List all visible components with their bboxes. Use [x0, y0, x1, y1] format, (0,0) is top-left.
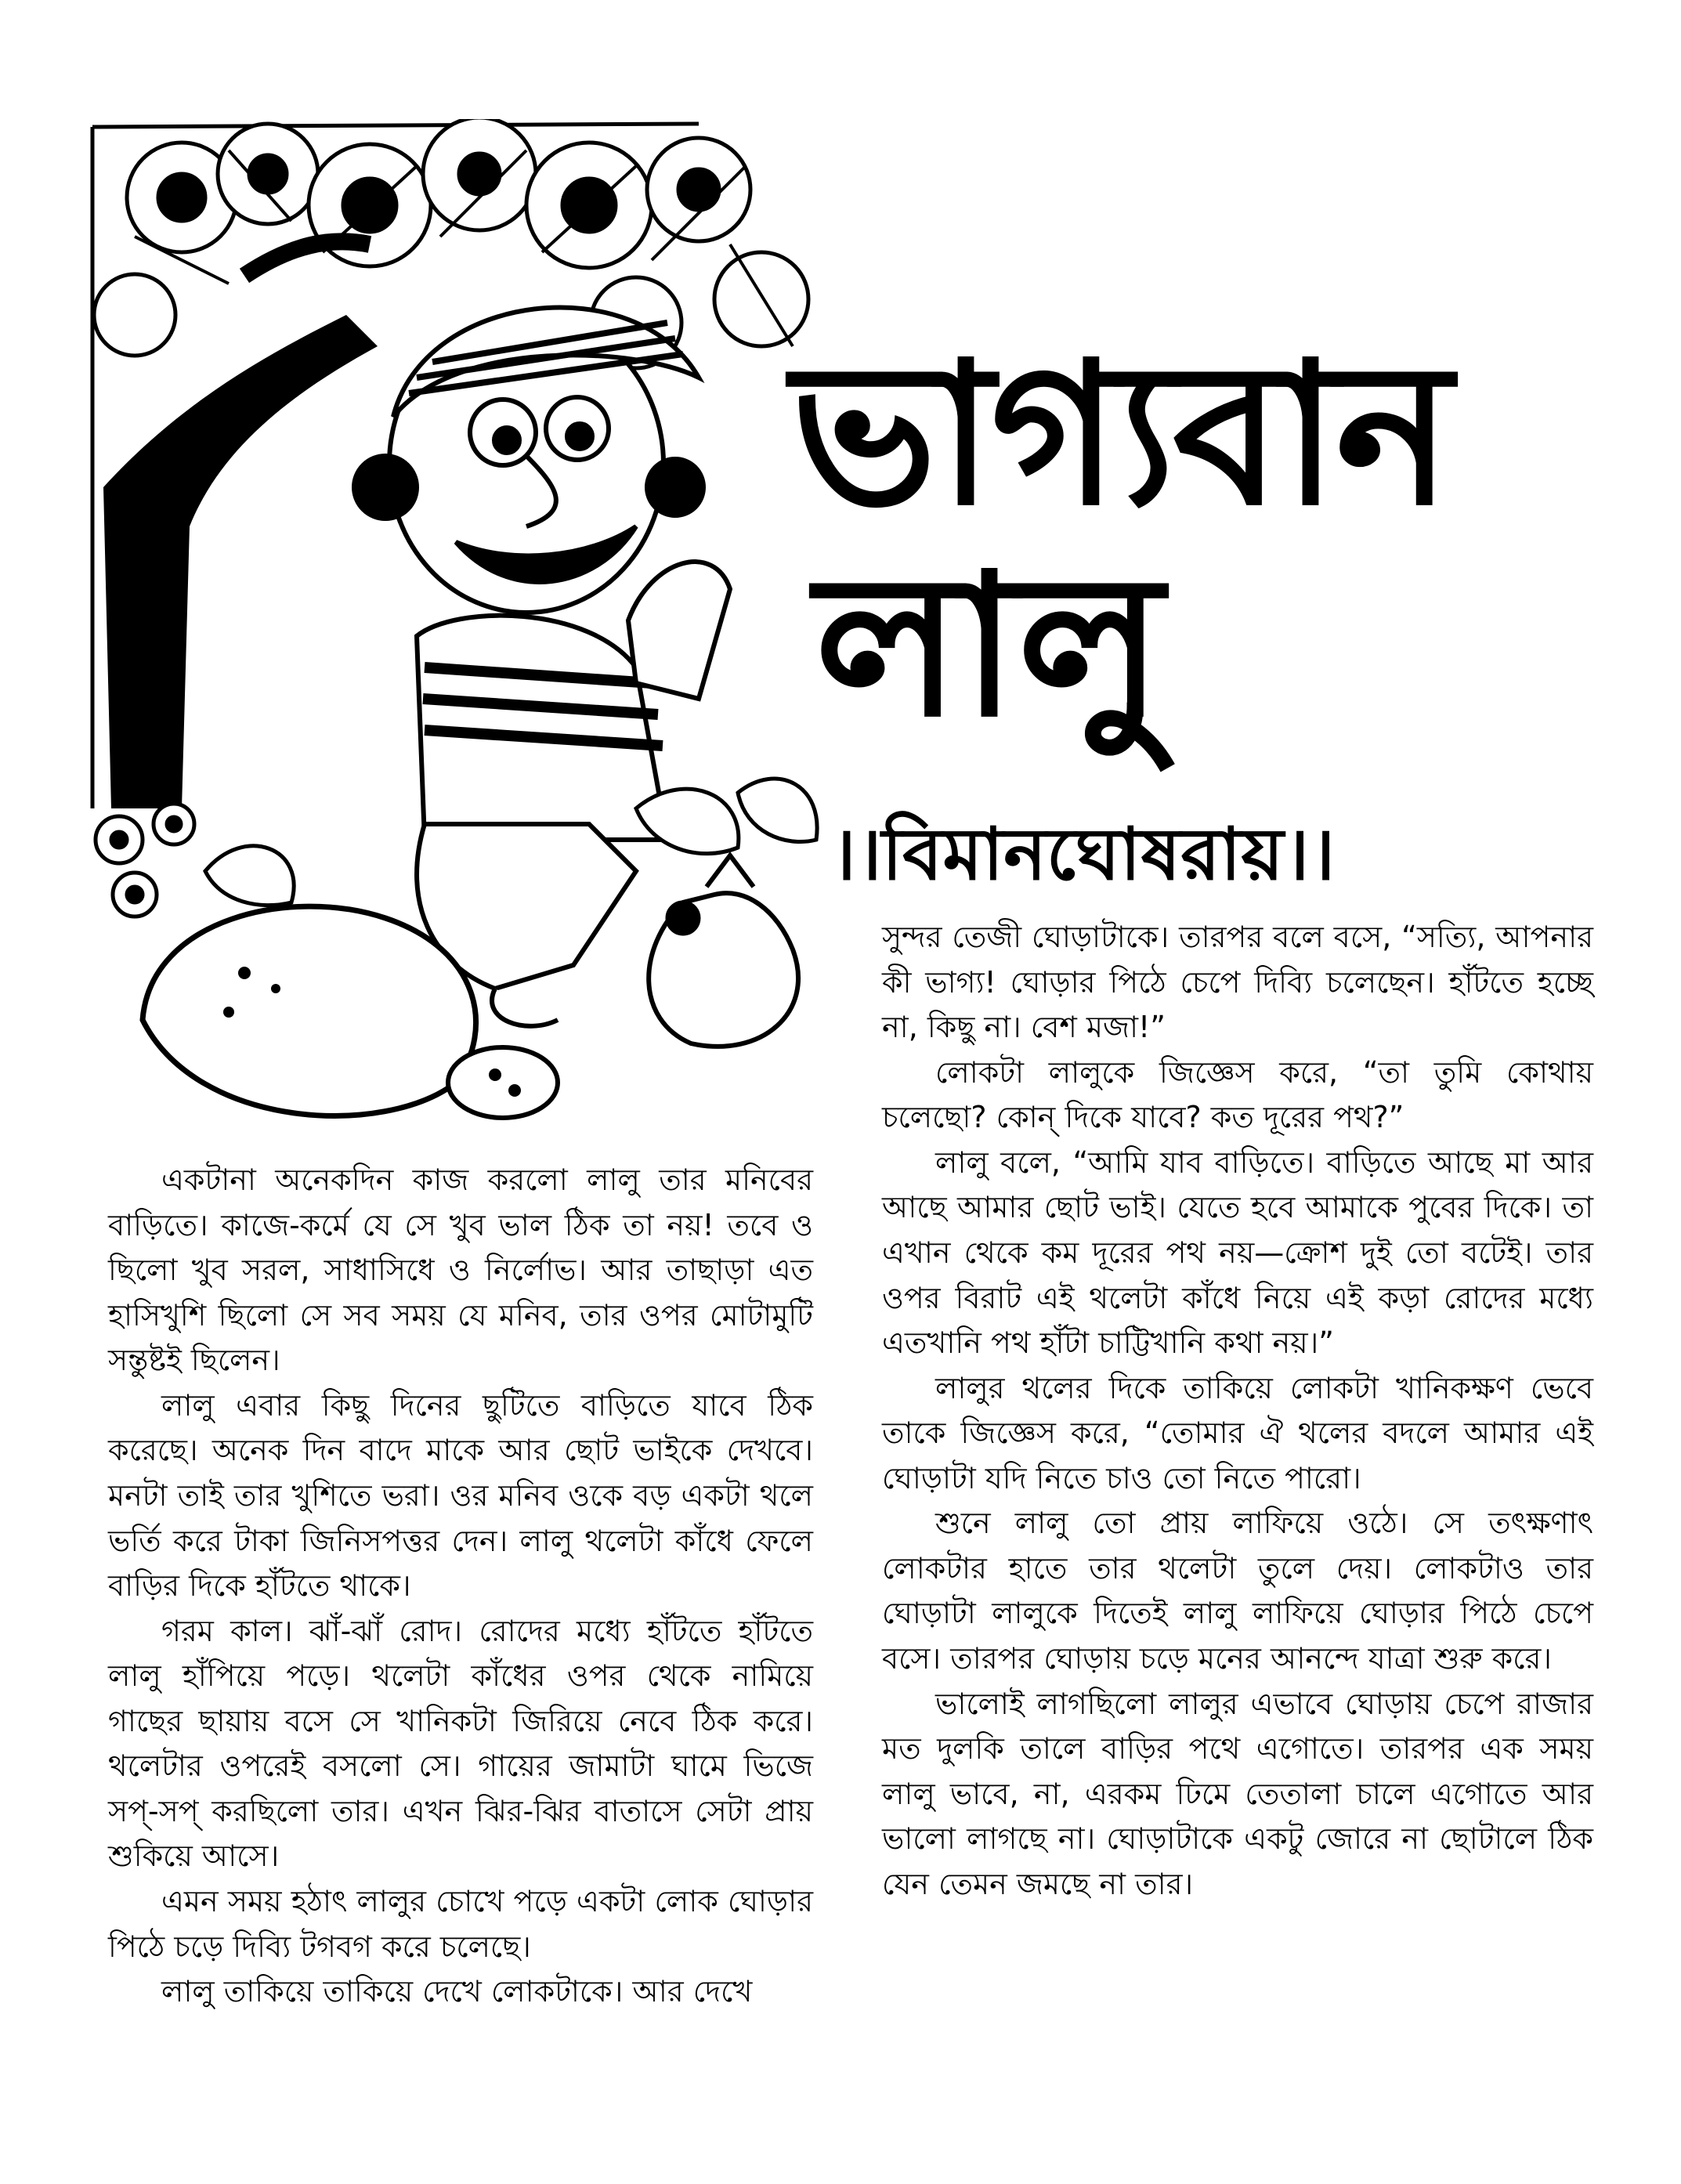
- boulder: [143, 906, 476, 1116]
- hair-curls: [354, 456, 417, 519]
- paragraph: সুন্দর তেজী ঘোড়াটাকে। তারপর বলে বসে, “সত্যি, আপনার কী ভাগ্য! ঘোড়ার পিঠে চেপে দিব্যি চলেছেন। হাঁটতে হচ্ছে না, কিছু না। বেশ মজা!”: [882, 920, 1593, 1045]
- paragraph: শুনে লালু তো প্রায় লাফিয়ে ওঠে। সে তৎক্ষণাৎ লোকটার হাতে তার থলেটা তুলে দেয়। লোকটাও তার ঘোড়াটা লালুকে দিতেই লালু লাফিয়ে ঘোড়ার পিঠে চেপে বসে। তারপর ঘোড়ায় চড়ে মনের আনন্দে যাত্রা শুরু করে।: [882, 1506, 1593, 1676]
- story-title-line1: ভাগ্যবান: [791, 320, 1449, 548]
- story-illustration: [88, 119, 840, 1169]
- paragraph: লালুর থলের দিকে তাকিয়ে লোকটা খানিকক্ষণ ভেবে তাকে জিজ্ঞেস করে, “তোমার ঐ থলের বদলে আমার এই ঘোড়াটা যদি নিতে চাও তো নিতে পারো।: [882, 1370, 1593, 1495]
- paragraph: লালু বলে, “আমি যাব বাড়িতে। বাড়িতে আছে মা আর আছে আমার ছোট ভাই। যেতে হবে আমাকে পুবের দিকে। তা এখান থেকে কম দূরের পথ নয়—ক্রোশ দুই তো বটেই। তার ওপর বিরাট এই থলেটা কাঁধে নিয়ে এই কড়া রোদের মধ্যে এতখানি পথ হাঁটা চাট্টিখানি কথা নয়।”: [882, 1144, 1593, 1361]
- paragraph: লোকটা লালুকে জিজ্ঞেস করে, “তা তুমি কোথায় চলেছো? কোন্ দিকে যাবে? কত দূরের পথ?”: [882, 1054, 1593, 1135]
- small-stone: [448, 1047, 558, 1118]
- text-column-right: [882, 915, 1593, 1907]
- story-title-line2: লালু: [815, 532, 1164, 760]
- paragraph: ভালোই লাগছিলো লালুর এভাবে ঘোড়ায় চেপে রাজার মত দুলকি তালে বাড়ির পথে এগোতে। তারপর এক সময় লালু ভাবে, না, এরকম ঢিমে তেতালা চালে এগোতে আর ভালো লাগছে না। ঘোড়াটাকে একটু জোরে না ছোটালে ঠিক যেন তেমন জমছে না তার।: [882, 1686, 1593, 1901]
- paragraph: এমন সময় হঠাৎ লালুর চোখে পড়ে একটা লোক ঘোড়ার পিঠে চড়ে দিব্যি টগবগ করে চলেছে।: [108, 1884, 813, 1964]
- tree-foliage: [94, 119, 808, 368]
- paragraph: গরম কাল। ঝাঁ-ঝাঁ রোদ। রোদের মধ্যে হাঁটতে হাঁটতে লালু হাঁপিয়ে পড়ে। থলেটা কাঁধের ওপর থেকে নামিয়ে গাছের ছায়ায় বসে সে খানিকটা জিরিয়ে নেবে ঠিক করে। থলেটার ওপরেই বসলো সে। গায়ের জামাটা ঘামে ভিজে সপ্-সপ্ করছিলো তার। এখন ঝির-ঝির বাতাসে সেটা প্রায় শুকিয়ে আসে।: [108, 1613, 813, 1874]
- text-column-left: [108, 1158, 813, 2015]
- tree-trunk: [103, 315, 378, 808]
- paragraph: একটানা অনেকদিন কাজ করলো লালু তার মনিবের বাড়িতে। কাজে-কর্মে যে সে খুব ভাল ঠিক তা নয়! তবে ও ছিলো খুব সরল, সাধাসিধে ও নির্লোভ। আর তাছাড়া এত হাসিখুশি ছিলো সে সব সময় যে মনিব, তার ওপর মোটামুটি সন্তুষ্টই ছিলেন।: [108, 1163, 813, 1378]
- author-byline: ।।বিমানঘোষরায়।।: [830, 812, 1336, 896]
- paragraph: লালু এবার কিছু দিনের ছুটিতে বাড়িতে যাবে ঠিক করেছে। অনেক দিন বাদে মাকে আর ছোট ভাইকে দেখবে। মনটা তাই তার খুশিতে ভরা। ওর মনিব ওকে বড় একটা থলে ভর্তি করে টাকা জিনিসপত্তর দেন। লালু থলেটা কাঁধে ফেলে বাড়ির দিকে হাঁটতে থাকে।: [108, 1387, 813, 1604]
- paragraph: লালু তাকিয়ে তাকিয়ে দেখে লোকটাকে। আর দেখে: [161, 1974, 753, 2009]
- raised-hand: [628, 562, 730, 699]
